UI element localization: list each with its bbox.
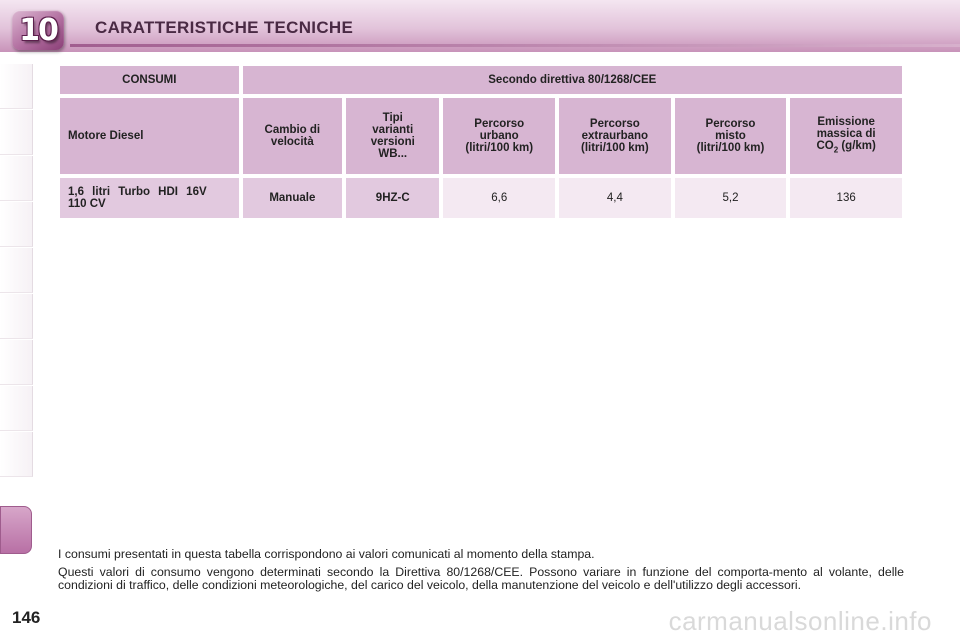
col-urban-line: (litri/100 km) [465, 142, 534, 154]
cell-gearbox: Manuale [243, 178, 342, 218]
chapter-tab-active[interactable] [0, 506, 32, 554]
col-extra-urban-line: (litri/100 km) [580, 142, 649, 154]
chapter-tab[interactable] [0, 340, 33, 385]
chapter-number: 10 [19, 12, 57, 48]
chapter-tab[interactable] [0, 64, 33, 109]
page-number: 146 [12, 608, 41, 627]
note-paragraph: Questi valori di consumo vengono determinati secondo la Direttiva 80/1268/CEE. Possono variare in funzione del comporta-mento al volante, delle condizioni di traffico, delle condizioni meteorologiche, del carico del veicolo, della manutenzione del veicolo e dell'utilizzo degli accessori. [58, 565, 904, 592]
col-variants [346, 98, 439, 174]
cell-mixed: 5,2 [675, 178, 787, 218]
cell-variant: 9HZ-C [346, 178, 439, 218]
header-rule [70, 44, 960, 47]
col-co2-line: Emissione [817, 115, 875, 128]
cell-extra-urban: 4,4 [559, 178, 671, 218]
col-urban [443, 98, 555, 174]
header-directive: Secondo direttiva 80/1268/CEE [243, 66, 902, 94]
chapter-tab-strip [0, 64, 34, 574]
chapter-tab[interactable] [0, 248, 33, 293]
chapter-tab[interactable] [0, 386, 33, 431]
chapter-tab[interactable] [0, 432, 33, 477]
cell-co2: 136 [790, 178, 902, 218]
col-co2-line: massica di [816, 127, 876, 140]
col-extra-urban [559, 98, 671, 174]
col-co2 [790, 98, 902, 174]
col-mixed [675, 98, 787, 174]
col-gearbox-line: Cambio di [264, 124, 321, 136]
col-co2-prefix: CO [816, 139, 834, 152]
chapter-tab[interactable] [0, 110, 33, 155]
note-paragraph: I consumi presentati in questa tabella corrispondono ai valori comunicati al momento della stampa. [58, 547, 595, 561]
table-subheader-row [60, 98, 902, 174]
table-row [60, 178, 902, 218]
chapter-tab[interactable] [0, 294, 33, 339]
col-variants-line: varianti [372, 124, 414, 136]
chapter-tab[interactable] [0, 202, 33, 247]
col-mixed-line: Percorso [705, 118, 756, 130]
col-extra-urban-line: Percorso [589, 118, 640, 130]
col-variants-line: versioni [370, 136, 415, 148]
col-engine: Motore Diesel [60, 98, 239, 174]
consumption-table [56, 62, 906, 222]
col-gearbox [243, 98, 342, 174]
cell-engine-line: 110 CV [68, 198, 106, 210]
col-co2-subscript: 2 [833, 145, 839, 155]
col-co2-suffix: (g/km) [838, 139, 876, 152]
chapter-badge [12, 10, 64, 50]
col-urban-line: urbano [479, 130, 519, 142]
notes-section [58, 548, 904, 597]
col-mixed-line: (litri/100 km) [696, 142, 765, 154]
header-consumi: CONSUMI [60, 66, 239, 94]
watermark: carmanualsonline.info [668, 606, 932, 636]
page-title: CARATTERISTICHE TECNICHE [95, 18, 354, 37]
chapter-tab[interactable] [0, 156, 33, 201]
col-variants-line: Tipi [382, 112, 403, 124]
cell-engine-line: 1,6 litri Turbo HDI 16V [68, 186, 207, 198]
cell-urban: 6,6 [443, 178, 555, 218]
table-header-row [60, 66, 902, 94]
col-variants-line: WB... [378, 148, 408, 160]
col-urban-line: Percorso [474, 118, 525, 130]
col-mixed-line: misto [715, 130, 746, 142]
cell-engine [60, 178, 239, 218]
col-gearbox-line: velocità [270, 136, 314, 148]
col-extra-urban-line: extraurbano [581, 130, 649, 142]
